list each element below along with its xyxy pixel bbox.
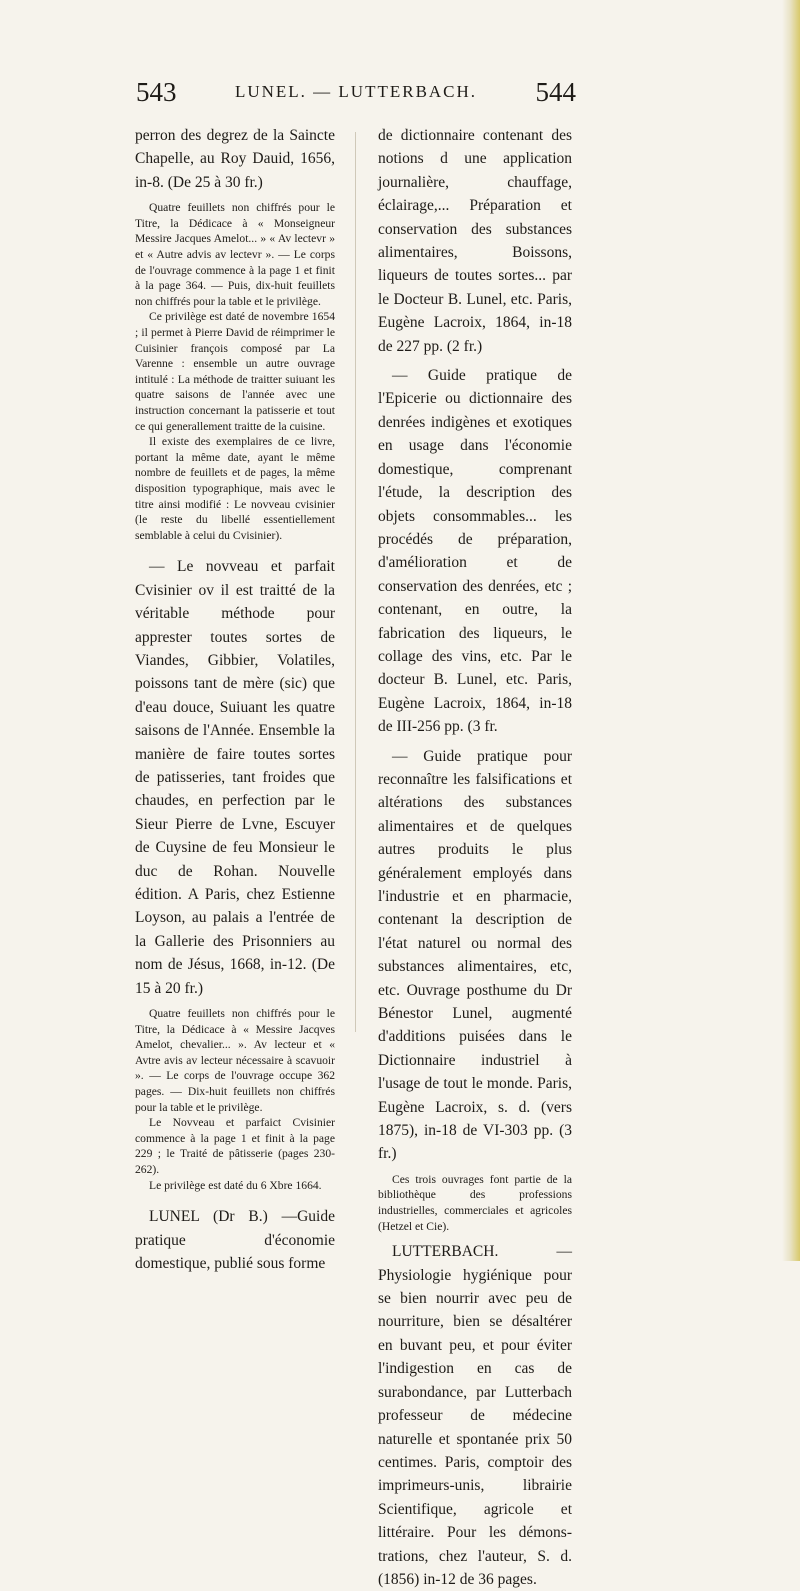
entry-paragraph: LUTTERBACH. — Physiologie hygiénique pour se bien nourrir avec peu de nourriture, bien se désaltérer en buvant peu, et pour éviter l'indigestion en cas de surabondance, par Lutterbach professeur de médecine naturelle et spontanée prix 50 centimes. Paris, comptoir des imprimeurs-unis, librairie Scientifique, agricole et littéraire. Pour les démons-trations, chez l'auteur, S. d. (1856) in-12 de 36 pages. xyxy=(378,1243,572,1588)
right-column xyxy=(378,124,572,1591)
paragraph: — Guide pratique de l'Epicerie ou dictionnaire des denrées indigènes et exotiques en usage dans l'économie domestique, comprenant l'étude, la description des objets consommables... les procédés de préparation, d'amélioration et de conservation des denrées, etc ; contenant, en outre, la fabrication des liqueurs, le collage des vins, etc. Par le docteur B. Lunel, etc. Paris, Eugène Lacroix, 1864, in-18 de III-256 pp. (3 fr. xyxy=(378,367,572,736)
note-paragraph: Le privilège est daté du 6 Xbre 1664. xyxy=(149,1178,322,1192)
paragraph: — Guide pratique pour reconnaître les falsifications et altérations des substances alimentaires et de quelques autres produits le plus généralement employés dans l'industrie et en pharmacie, contenant la description de l'état naturel ou normal des substances alimentaires, etc, etc. Ouvrage posthume du Dr Bénestor Lunel, augmenté d'additions puisées dans le Dictionnaire industriel à l'usage de tout le monde. Paris, Eugène Lacroix, s. d. (vers 1875), in-18 de VI-303 pp. (3 fr.) xyxy=(378,747,572,1163)
paragraph: de dictionnaire contenant des notions d une application journalière, chauffage, éclairage,... Préparation et conservation des substances alimentaires, Boissons, liqueurs de toutes sortes... par le Docteur B. Lunel, etc. Paris, Eugène Lacroix, 1864, in-18 de 227 pp. (2 fr.) xyxy=(378,127,572,355)
page-edge xyxy=(782,0,800,1261)
left-page-number: 543 xyxy=(136,77,177,107)
note-paragraph: Quatre feuillets non chiffrés pour le Titre, la Dédicace à « Messire Jacqves Amelot, chevalier... ». Av lecteur et « Avtre avis av lecteur nécessaire à scavuoir ». — Le corps de l'ouvrage occupe 362 pages. — Dix-huit feuillets non chiffrés pour la table et le privilège. xyxy=(135,1007,335,1114)
note-paragraph: Quatre feuillets non chiffrés pour le Titre, la Dédicace à « Monseigneur Messire Jacques Amelot... » « Av lectevr » et « Autre advis av lectevr ». — Le corps de l'ouvrage commence à la page 1 et finit à la page 364. — Puis, dix-huit feuillets non chiffrés pour la table et le privilège. xyxy=(135,201,335,308)
left-column xyxy=(135,124,335,1275)
paragraph: — Le novveau et parfait Cvisinier ov il est traitté de la véritable méthode pour apprester toutes sortes de Viandes, Gibbier, Volatiles, poissons tant de mère (sic) que d'eau douce, Suiuant les quatre saisons de l'Année. Ensemble la manière de faire toutes sortes de patisseries, tant froides que chaudes, en perfection par le Sieur Pierre de Lvne, Escuyer de Cuysine de feu Monsieur le duc de Rohan. Nouvelle édition. A Paris, chez Estienne Loyson, au palais a l'entrée de la Gallerie des Prisonniers au nom de Jésus, 1668, in-12. (De 15 à 20 fr.) xyxy=(135,558,335,997)
entry-paragraph: LUNEL (Dr B.) —Guide pratique d'économie domestique, publié sous forme xyxy=(135,1208,335,1272)
note-paragraph: Il existe des exemplaires de ce livre, portant la même date, ayant le même nombre de feuillets et de pages, la même disposition typographique, mais avec le titre ainsi modifié : Le novveau cvisinier (le reste du libellé essentiellement semblable à celui du Cvisinier). xyxy=(135,435,335,542)
paragraph: perron des degrez de la Saincte Chapelle, au Roy Dauid, 1656, in-8. (De 25 à 30 fr.) xyxy=(135,127,335,191)
running-header xyxy=(136,74,576,114)
note-paragraph: Ce privilège est daté de novembre 1654 ; il permet à Pierre David de réimprimer le Cuisinier françois composé par La Varenne : ensemble un autre ouvrage intitulé : La méthode de traitter suiuant les quatre saisons de l'année avec une instruction concernant la patisserie et tout ce qui generallement traitte de la cuisine. xyxy=(135,310,335,433)
note-paragraph: Ces trois ouvrages font partie de la bibliothèque des professions industrielles, commerciales et agricoles (Hetzel et Cie). xyxy=(378,1172,572,1233)
header-title: LUNEL. — LUTTERBACH. xyxy=(234,82,478,101)
note-paragraph: Le Novveau et parfaict Cvisinier commence à la page 1 et finit à la page 229 ; le Traité de pâtisserie (pages 230-262). xyxy=(135,1116,335,1176)
column-divider xyxy=(355,132,356,1032)
right-page-number: 544 xyxy=(535,77,576,107)
